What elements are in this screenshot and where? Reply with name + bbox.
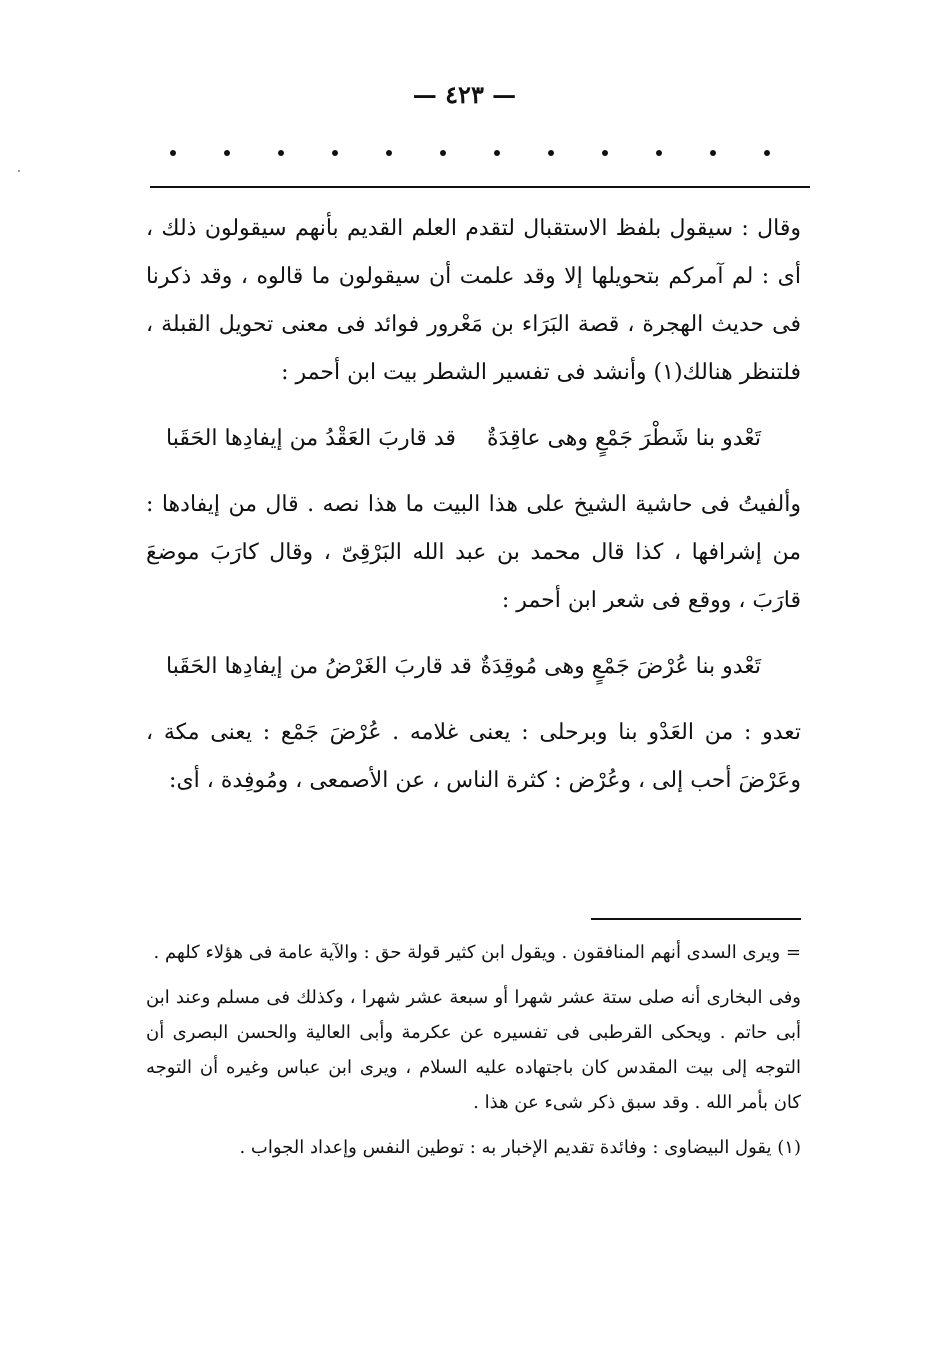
page-number: — ٤٢٣ — (412, 80, 517, 109)
dot (170, 150, 176, 156)
footnote: (١) يقول البيضاوى : وفائدة تقديم الإخبار به : توطين النفس وإعداد الجواب . (239, 1137, 801, 1158)
dot (494, 150, 500, 156)
ornament-dots (170, 150, 770, 156)
footnote: وفى البخارى أنه صلى ستة عشر شهرا أو سبعة عشر شهرا ، وكذلك فى مسلم وعند ابن أبى حاتم . ويحكى القرطبى فى تفسيره عن عكرمة وأبى العالية والحسن البصرى أن التوجه إلى بيت المقدس كان باجتهاده عليه السلام ، ويرى ابن عباس وغيره أن التوجه كان بأمر الله . وقد سبق ذكر شىء عن هذا . (146, 987, 801, 1113)
poetry-verse (146, 643, 801, 691)
dot (548, 150, 554, 156)
dot (602, 150, 608, 156)
dot (386, 150, 392, 156)
dot (332, 150, 338, 156)
dot (710, 150, 716, 156)
paragraph: وقال : سيقول بلفظ الاستقبال لتقدم العلم القديم بأنهم سيقولون ذلك ، أى : لم آمركم بتحويلها إلا وقد علمت أن سيقولون ما قالوه ، وقد ذكرنا فى حديث الهجرة ، قصة البَرَاء بن مَعْرور فوائد فى معنى تحويل القبلة ، فلتنظر هنالك(١) وأنشد فى تفسير الشطر بيت ابن أحمر : (146, 216, 801, 385)
footnote-rule (591, 918, 801, 920)
paragraph: وألفيتُ فى حاشية الشيخ على هذا البيت ما هذا نصه . قال من إيفادها : من إشرافها ، كذا قال محمد بن عبد الله البَرْقِىّ ، وقال كارَبَ موضعَ قارَبَ ، ووقع فى شعر ابن أحمر : (146, 492, 801, 613)
dot (278, 150, 284, 156)
dot (224, 150, 230, 156)
verse-first-hemistich: تَعْدو بنا عُرْضَ جَمْعٍ وهى مُوقِدَةٌ (480, 654, 761, 679)
dot (656, 150, 662, 156)
header-rule (150, 186, 810, 188)
dot (764, 150, 770, 156)
verse-first-hemistich: تَعْدو بنا شَطْرَ جَمْعٍ وهى عاقِدَةٌ (487, 426, 761, 451)
verse-second-hemistich: قد قاربَ الغَرْضُ من إيفادِها الحَقَبا (166, 654, 472, 679)
dot (440, 150, 446, 156)
scan-speck (18, 170, 20, 172)
verse-second-hemistich: قد قاربَ العَقْدُ من إيفادِها الحَقَبا (166, 426, 456, 451)
footnote: = ويرى السدى أنهم المنافقون . ويقول ابن كثير قولة حق : والآية عامة فى هؤلاء كلهم . (153, 942, 801, 963)
paragraph: تعدو : من العَدْو بنا وبرحلى : يعنى غلامه . عُرْضَ جَمْع : يعنى مكة ، وعَرْضَ أحب إلى ، وعُرْض : كثرة الناس ، عن الأصمعى ، ومُوفِدة ، أى: (146, 720, 801, 793)
footnotes (146, 935, 801, 1175)
poetry-verse (146, 415, 801, 463)
main-text (146, 205, 801, 805)
